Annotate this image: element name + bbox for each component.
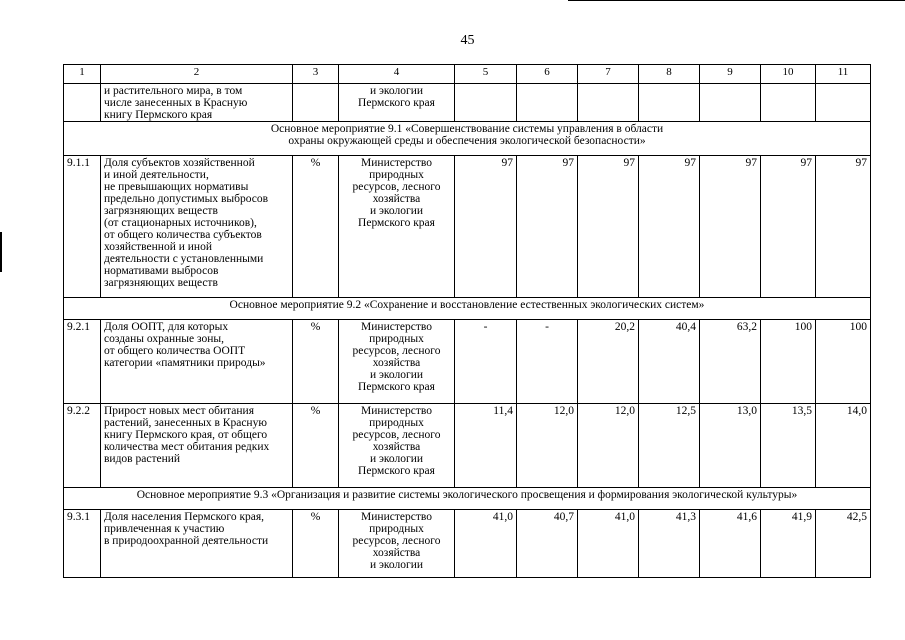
- table-row: [64, 404, 871, 488]
- top-border-line: [568, 0, 905, 1]
- value-cell: 97: [455, 156, 517, 298]
- value-cell: 63,2: [700, 320, 761, 404]
- scan-edge-mark: [0, 232, 2, 272]
- value-cell: 41,9: [761, 510, 816, 578]
- value-cell: 11,4: [455, 404, 517, 488]
- value-cell: 13,5: [761, 404, 816, 488]
- indicator-number-cell: 9.3.1: [64, 510, 101, 578]
- unit-cell: %: [293, 510, 339, 578]
- unit-cell: [293, 84, 339, 122]
- indicators-table: [63, 64, 871, 578]
- responsible-org-cell: Министерство природных ресурсов, лесного хозяйства и экологии Пермского края: [339, 404, 455, 488]
- column-header: 6: [517, 65, 578, 84]
- value-cell: [700, 84, 761, 122]
- table-row: [64, 320, 871, 404]
- value-cell: 13,0: [700, 404, 761, 488]
- indicator-number-cell: [64, 84, 101, 122]
- value-cell: 41,3: [639, 510, 700, 578]
- unit-cell: %: [293, 156, 339, 298]
- responsible-org-cell: Министерство природных ресурсов, лесного хозяйства и экологии Пермского края: [339, 156, 455, 298]
- column-header: 3: [293, 65, 339, 84]
- column-header: 11: [816, 65, 871, 84]
- indicator-name-cell: и растительного мира, в том числе занесенных в Красную книгу Пермского края: [101, 84, 293, 122]
- value-cell: 97: [578, 156, 639, 298]
- indicator-name-cell: Доля субъектов хозяйственной и иной деятельности, не превышающих нормативы предельно допустимых выбросов загрязняющих веществ (от стационарных источников), от общего количества субъектов хозяйственной и иной деятельности с установленными нормативами выбросов загрязняющих веществ: [101, 156, 293, 298]
- indicator-number-cell: 9.1.1: [64, 156, 101, 298]
- value-cell: -: [517, 320, 578, 404]
- section-row: [64, 298, 871, 320]
- value-cell: [761, 84, 816, 122]
- value-cell: 97: [816, 156, 871, 298]
- value-cell: 97: [761, 156, 816, 298]
- column-header: 4: [339, 65, 455, 84]
- value-cell: 12,0: [517, 404, 578, 488]
- value-cell: 40,7: [517, 510, 578, 578]
- column-header: 10: [761, 65, 816, 84]
- responsible-org-cell: Министерство природных ресурсов, лесного хозяйства и экологии: [339, 510, 455, 578]
- value-cell: -: [455, 320, 517, 404]
- value-cell: 41,6: [700, 510, 761, 578]
- value-cell: 97: [639, 156, 700, 298]
- table-row: [64, 510, 871, 578]
- column-header: 9: [700, 65, 761, 84]
- section-heading-9-3: Основное мероприятие 9.3 «Организация и развитие системы экологического просвещения и формирования экологической культуры»: [64, 488, 871, 510]
- unit-cell: %: [293, 404, 339, 488]
- value-cell: 40,4: [639, 320, 700, 404]
- unit-cell: %: [293, 320, 339, 404]
- value-cell: 41,0: [578, 510, 639, 578]
- value-cell: 97: [517, 156, 578, 298]
- page-number: 45: [460, 33, 475, 48]
- value-cell: [816, 84, 871, 122]
- column-header: 2: [101, 65, 293, 84]
- continuation-row: [64, 84, 871, 122]
- column-header: 8: [639, 65, 700, 84]
- value-cell: 42,5: [816, 510, 871, 578]
- indicator-number-cell: 9.2.1: [64, 320, 101, 404]
- value-cell: 97: [700, 156, 761, 298]
- value-cell: 100: [816, 320, 871, 404]
- column-number-row: [64, 65, 871, 84]
- value-cell: [578, 84, 639, 122]
- column-header: 1: [64, 65, 101, 84]
- value-cell: [455, 84, 517, 122]
- value-cell: 100: [761, 320, 816, 404]
- section-heading-9-1: Основное мероприятие 9.1 «Совершенствование системы управления в области охраны окружающей среды и обеспечения экологической безопасности»: [64, 122, 871, 156]
- indicator-name-cell: Прирост новых мест обитания растений, занесенных в Красную книгу Пермского края, от общего количества мест обитания редких видов растений: [101, 404, 293, 488]
- section-row: [64, 488, 871, 510]
- section-heading-9-2: Основное мероприятие 9.2 «Сохранение и восстановление естественных экологических систем»: [64, 298, 871, 320]
- indicator-name-cell: Доля ООПТ, для которых созданы охранные зоны, от общего количества ООПТ категории «памятники природы»: [101, 320, 293, 404]
- value-cell: [517, 84, 578, 122]
- column-header: 7: [578, 65, 639, 84]
- responsible-org-cell: Министерство природных ресурсов, лесного хозяйства и экологии Пермского края: [339, 320, 455, 404]
- table-row: [64, 156, 871, 298]
- indicator-number-cell: 9.2.2: [64, 404, 101, 488]
- section-row: [64, 122, 871, 156]
- value-cell: 12,0: [578, 404, 639, 488]
- value-cell: [639, 84, 700, 122]
- indicator-name-cell: Доля населения Пермского края, привлеченная к участию в природоохранной деятельности: [101, 510, 293, 578]
- column-header: 5: [455, 65, 517, 84]
- value-cell: 12,5: [639, 404, 700, 488]
- responsible-org-cell: и экологии Пермского края: [339, 84, 455, 122]
- value-cell: 20,2: [578, 320, 639, 404]
- value-cell: 14,0: [816, 404, 871, 488]
- value-cell: 41,0: [455, 510, 517, 578]
